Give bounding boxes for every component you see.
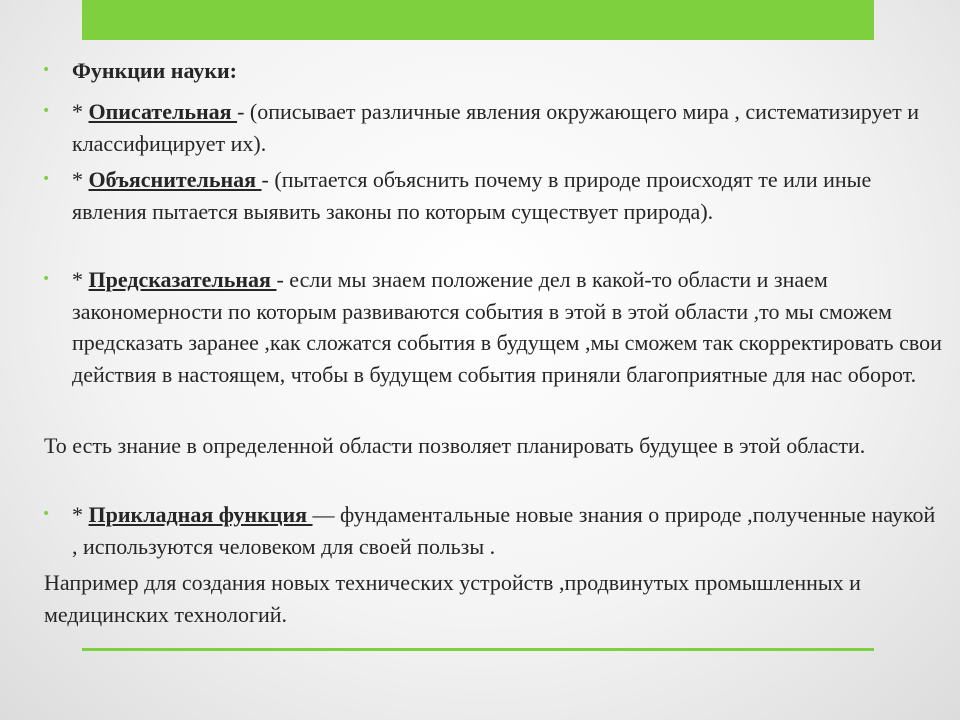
term-applied: Прикладная функция [88,502,313,527]
slide-heading: Функции науки: [72,58,238,83]
item-star: * [72,267,89,292]
item-star: * [72,502,89,527]
item-text: - (описывает различные явления окружающего мира , систематизирует и классифицирует их). [72,99,919,156]
list-item-explanatory [72,164,942,227]
bullet-icon: • [42,271,51,287]
term-explanatory: Объяснительная [88,167,262,192]
item-star: * [72,167,89,192]
bottom-accent-line [82,648,874,651]
item-star: * [72,99,89,124]
term-descriptive: Описательная [88,99,238,124]
item-text: - если мы знаем положение дел в какой-то области и знаем закономерности по которым развиваются события в этой в этой области ,то мы сможем предсказать заранее ,как сложатся события в будущем ,мы сможем так скорректировать свои действия в настоящем, чтобы в будущем события приняли благоприятные для нас оборот. [72,267,942,387]
bullet-icon: • [42,506,51,522]
item-text: - (пытается объяснить почему в природе происходят те или иные явления пытается выявить законы по которым существует природа). [72,167,872,224]
bullet-icon: • [42,103,51,119]
bullet-icon: • [42,171,51,187]
list-item-applied [72,499,942,562]
example-text: Например для создания новых технических устройств ,продвинутых промышленных и медицинских технологий. [44,570,861,627]
summary-text: То есть знание в определенной области позволяет планировать будущее в этой области. [44,433,866,458]
bullet-icon: • [42,62,51,78]
list-item-predictive [72,264,942,390]
list-item-descriptive [72,96,942,159]
term-predictive: Предсказательная [88,267,277,292]
item-text: — фундаментальные новые знания о природе ,полученные наукой , используются человеком для своей пользы . [72,502,936,559]
